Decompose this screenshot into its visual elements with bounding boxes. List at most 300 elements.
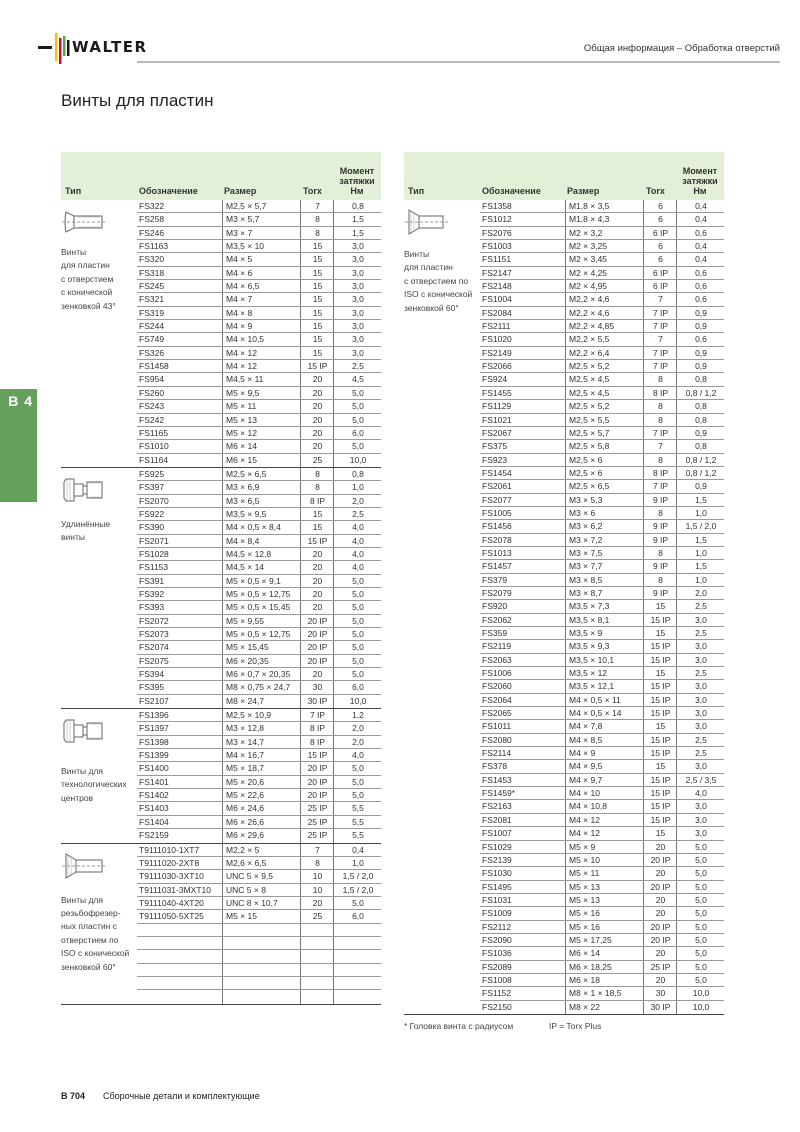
size-cell: M6 × 15 bbox=[222, 454, 257, 467]
table-row bbox=[480, 934, 724, 947]
moment-cell: 2,5 bbox=[676, 747, 725, 759]
torx-cell: 20 IP bbox=[300, 762, 334, 774]
moment-cell: 3,0 bbox=[676, 680, 725, 692]
designation-cell: FS749 bbox=[139, 334, 165, 345]
designation-cell: FS1455 bbox=[482, 387, 512, 398]
col-moment-l1: Момент bbox=[682, 166, 718, 176]
torx-cell: 9 IP bbox=[643, 587, 677, 599]
table-row bbox=[480, 520, 724, 533]
torx-cell: 25 bbox=[300, 454, 334, 467]
torx-cell: 8 bbox=[300, 213, 334, 225]
moment-cell: 0,8 / 1,2 bbox=[676, 467, 725, 479]
table-row bbox=[480, 507, 724, 520]
table-row bbox=[480, 720, 724, 733]
size-cell: M3 × 6,2 bbox=[565, 520, 602, 532]
torx-cell bbox=[300, 937, 334, 949]
type-label bbox=[404, 248, 476, 315]
moment-cell: 2,5 bbox=[333, 508, 382, 520]
table-row bbox=[480, 907, 724, 920]
col-designation: Обозначение bbox=[482, 186, 541, 196]
type-label-line: Удлинённые bbox=[61, 518, 111, 529]
table-row bbox=[137, 870, 381, 883]
size-cell: M5 × 16 bbox=[565, 907, 600, 919]
table-row bbox=[137, 897, 381, 910]
size-cell: M4 × 12 bbox=[565, 827, 600, 839]
torx-cell: 15 IP bbox=[643, 614, 677, 626]
size-cell: M5 × 12 bbox=[222, 427, 257, 439]
size-cell: M6 × 24,6 bbox=[222, 802, 264, 814]
type-label-line: винты bbox=[61, 532, 85, 543]
torx-cell: 8 IP bbox=[300, 495, 334, 507]
moment-cell: 0,8 bbox=[676, 373, 725, 385]
size-cell: M5 × 11 bbox=[222, 400, 256, 412]
table-row bbox=[480, 240, 724, 253]
table-row bbox=[137, 655, 381, 668]
size-cell: M5 × 22,6 bbox=[222, 789, 264, 801]
designation-cell: T9111031-3MXT10 bbox=[139, 884, 211, 895]
size-cell: M6 × 26,6 bbox=[222, 816, 264, 828]
size-cell: M2,5 × 5,5 bbox=[565, 414, 609, 426]
designation-cell: FS2159 bbox=[139, 830, 169, 841]
moment-cell: 5,0 bbox=[333, 776, 382, 788]
moment-cell: 5,0 bbox=[676, 854, 725, 866]
torx-cell: 7 IP bbox=[300, 709, 334, 721]
size-cell: M2 × 3,45 bbox=[565, 253, 607, 265]
col-moment-l2: затяжки bbox=[339, 176, 375, 186]
moment-cell: 0,6 bbox=[676, 333, 725, 345]
moment-cell: 0,8 bbox=[676, 440, 725, 452]
table-row bbox=[480, 494, 724, 507]
moment-cell: 5,0 bbox=[333, 440, 382, 452]
torx-cell: 8 bbox=[643, 414, 677, 426]
designation-cell: FS258 bbox=[139, 214, 165, 225]
table-body bbox=[404, 200, 724, 1015]
size-cell: M2,5 × 4,5 bbox=[565, 373, 609, 385]
size-cell: UNC 5 × 9,5 bbox=[222, 870, 273, 882]
designation-cell: FS1399 bbox=[139, 750, 169, 761]
size-cell: M2,2 × 4,6 bbox=[565, 307, 609, 319]
table-row bbox=[480, 387, 724, 400]
designation-cell: FS1006 bbox=[482, 668, 512, 679]
size-cell: M3 × 7,2 bbox=[565, 534, 602, 546]
moment-cell: 1,5 bbox=[676, 560, 725, 572]
torx-cell: 20 bbox=[643, 974, 677, 986]
torx-cell: 20 bbox=[643, 894, 677, 906]
moment-cell: 5,0 bbox=[333, 897, 382, 909]
moment-cell: 3,0 bbox=[676, 814, 725, 826]
size-cell: M5 × 0,5 × 9,1 bbox=[222, 575, 281, 587]
size-cell: M3 × 14,7 bbox=[222, 736, 264, 748]
table-row bbox=[480, 1001, 724, 1014]
designation-cell: FS1165 bbox=[139, 427, 169, 438]
table-row bbox=[480, 947, 724, 960]
torx-cell: 20 bbox=[643, 907, 677, 919]
moment-cell: 0,4 bbox=[333, 844, 382, 856]
type-label-line: Винты для bbox=[61, 894, 103, 905]
size-cell: M2,5 × 10,9 bbox=[222, 709, 271, 721]
moment-cell bbox=[333, 977, 382, 989]
table-row bbox=[480, 267, 724, 280]
table-row bbox=[480, 800, 724, 813]
moment-cell: 5,0 bbox=[333, 641, 382, 653]
torx-cell: 7 IP bbox=[643, 307, 677, 319]
table-row bbox=[480, 467, 724, 480]
table-row bbox=[137, 802, 381, 815]
table-row bbox=[480, 734, 724, 747]
footer-section: Сборочные детали и комплектующие bbox=[103, 1091, 260, 1101]
size-cell: M4 × 16,7 bbox=[222, 749, 264, 761]
designation-cell: FS925 bbox=[139, 468, 165, 479]
torx-cell: 25 IP bbox=[300, 816, 334, 828]
table-row bbox=[480, 480, 724, 493]
size-cell: M3,5 × 7,3 bbox=[565, 600, 609, 612]
size-cell bbox=[222, 964, 226, 976]
size-cell: M3 × 12,8 bbox=[222, 722, 264, 734]
moment-cell: 4,0 bbox=[333, 535, 382, 547]
type-label-line: для пластин bbox=[61, 260, 110, 271]
torx-cell: 9 IP bbox=[643, 494, 677, 506]
designation-cell: FS2074 bbox=[139, 642, 169, 653]
table-row bbox=[137, 535, 381, 548]
designation-cell: FS395 bbox=[139, 682, 165, 693]
table-row bbox=[137, 400, 381, 413]
size-cell: M2,2 × 5 bbox=[222, 844, 259, 856]
size-cell: M2,5 × 5,2 bbox=[565, 400, 609, 412]
col-torx: Torx bbox=[303, 186, 322, 196]
table-row bbox=[480, 427, 724, 440]
table-row bbox=[137, 347, 381, 360]
moment-cell: 5,0 bbox=[333, 575, 382, 587]
moment-cell: 2,0 bbox=[676, 587, 725, 599]
table-row bbox=[137, 293, 381, 306]
type-label-line: резьбофрезер- bbox=[61, 907, 121, 918]
moment-cell: 1,0 bbox=[676, 574, 725, 586]
type-label-line: зенковкой 60° bbox=[61, 961, 116, 972]
footnote-asterisk: * Головка винта с радиусом bbox=[404, 1021, 514, 1031]
table-row bbox=[480, 534, 724, 547]
torx-cell: 15 bbox=[300, 280, 334, 292]
designation-cell: FS245 bbox=[139, 281, 165, 292]
size-cell: M5 × 13 bbox=[565, 881, 600, 893]
type-label-line: зенковкой 60° bbox=[404, 302, 459, 313]
torx-cell: 8 bbox=[643, 547, 677, 559]
size-cell: M4 × 9 bbox=[222, 320, 252, 332]
table-row bbox=[137, 964, 381, 977]
size-cell: M4 × 12 bbox=[565, 814, 600, 826]
table-row bbox=[480, 760, 724, 773]
torx-cell: 20 IP bbox=[643, 854, 677, 866]
moment-cell: 4,0 bbox=[676, 787, 725, 799]
size-cell: M4 × 5 bbox=[222, 253, 252, 265]
table-body bbox=[61, 200, 381, 1005]
designation-cell: FS1031 bbox=[482, 894, 512, 905]
designation-cell: FS2163 bbox=[482, 801, 512, 812]
torx-cell: 20 IP bbox=[643, 934, 677, 946]
size-cell: M2,2 × 6,4 bbox=[565, 347, 609, 359]
type-cell bbox=[61, 200, 133, 313]
torx-cell: 20 bbox=[300, 373, 334, 385]
torx-cell: 7 bbox=[643, 333, 677, 345]
torx-cell: 6 bbox=[643, 240, 677, 252]
size-cell: M3 × 6,9 bbox=[222, 481, 259, 493]
col-size: Размер bbox=[567, 186, 600, 196]
countersunk-screw-60-icon bbox=[405, 208, 449, 236]
table-row bbox=[137, 789, 381, 802]
table-row bbox=[137, 722, 381, 735]
table-row bbox=[137, 333, 381, 346]
table-row bbox=[137, 253, 381, 266]
size-cell: M4 × 9 bbox=[565, 747, 595, 759]
size-cell: M3 × 8,5 bbox=[565, 574, 602, 586]
moment-cell: 5,0 bbox=[333, 615, 382, 627]
table-row bbox=[480, 454, 724, 467]
size-cell bbox=[222, 924, 226, 936]
size-cell: M5 × 0,5 × 12,75 bbox=[222, 588, 290, 600]
torx-cell: 20 IP bbox=[300, 641, 334, 653]
size-cell: M3,5 × 10,1 bbox=[565, 654, 614, 666]
moment-cell: 2,0 bbox=[333, 722, 382, 734]
table-row bbox=[137, 575, 381, 588]
designation-cell: T9111030-3XT10 bbox=[139, 871, 204, 882]
torx-cell: 15 bbox=[300, 267, 334, 279]
table-row bbox=[137, 977, 381, 990]
moment-cell: 0,9 bbox=[676, 307, 725, 319]
moment-cell: 5,0 bbox=[676, 907, 725, 919]
torx-cell: 8 bbox=[643, 507, 677, 519]
designation-cell: FS1129 bbox=[482, 401, 512, 412]
moment-cell: 10,0 bbox=[676, 987, 725, 999]
designation-cell: FS392 bbox=[139, 588, 165, 599]
table-row bbox=[137, 427, 381, 440]
table-row bbox=[480, 600, 724, 613]
torx-cell: 15 IP bbox=[643, 774, 677, 786]
table-row bbox=[137, 695, 381, 708]
designation-cell: FS320 bbox=[139, 254, 165, 265]
moment-cell: 3,0 bbox=[333, 267, 382, 279]
size-cell: M4 × 12 bbox=[222, 360, 257, 372]
type-label bbox=[61, 765, 133, 805]
moment-cell: 3,0 bbox=[676, 720, 725, 732]
moment-cell: 5,0 bbox=[676, 867, 725, 879]
torx-cell: 20 IP bbox=[300, 628, 334, 640]
size-cell: M2,5 × 6 bbox=[565, 454, 602, 466]
torx-cell bbox=[300, 950, 334, 962]
size-cell: M2 × 3,2 bbox=[565, 227, 602, 239]
size-cell: M4 × 0,5 × 8,4 bbox=[222, 521, 281, 533]
torx-cell: 20 IP bbox=[300, 776, 334, 788]
table-row bbox=[137, 454, 381, 467]
torx-cell: 8 bbox=[300, 857, 334, 869]
torx-cell: 9 IP bbox=[643, 520, 677, 532]
designation-cell: FS2075 bbox=[139, 655, 169, 666]
chapter-tab[interactable] bbox=[0, 389, 37, 502]
moment-cell: 0,4 bbox=[676, 200, 725, 212]
designation-cell: FS2078 bbox=[482, 534, 512, 545]
size-cell: M4 × 8,4 bbox=[222, 535, 259, 547]
torx-cell: 15 IP bbox=[643, 654, 677, 666]
col-moment-l2: затяжки bbox=[682, 176, 718, 186]
table-row bbox=[480, 827, 724, 840]
moment-cell: 3,0 bbox=[333, 293, 382, 305]
size-cell: M4 × 8,5 bbox=[565, 734, 602, 746]
designation-cell: FS321 bbox=[139, 294, 165, 305]
designation-cell: FS1003 bbox=[482, 241, 512, 252]
designation-cell: T9111020-2XT8 bbox=[139, 857, 200, 868]
designation-cell: FS2148 bbox=[482, 281, 512, 292]
size-cell: M5 × 13 bbox=[565, 894, 600, 906]
torx-cell: 25 IP bbox=[300, 802, 334, 814]
torx-cell: 7 IP bbox=[643, 347, 677, 359]
type-label-line: зенковкой 43° bbox=[61, 300, 116, 311]
torx-cell: 20 bbox=[300, 575, 334, 587]
designation-cell: FS394 bbox=[139, 669, 165, 680]
moment-cell: 0,8 bbox=[333, 468, 382, 480]
designation-cell: FS390 bbox=[139, 522, 165, 533]
table-row bbox=[137, 373, 381, 386]
table-row bbox=[480, 961, 724, 974]
designation-cell: FS1163 bbox=[139, 241, 169, 252]
table-row bbox=[137, 829, 381, 842]
size-cell: M4 × 10 bbox=[565, 787, 600, 799]
table-row bbox=[480, 574, 724, 587]
moment-cell: 5,0 bbox=[676, 947, 725, 959]
size-cell: M6 × 14 bbox=[222, 440, 257, 452]
designation-cell: FS1400 bbox=[139, 763, 169, 774]
designation-cell: FS244 bbox=[139, 321, 165, 332]
table-row bbox=[137, 588, 381, 601]
table-row bbox=[137, 508, 381, 521]
designation-cell: FS954 bbox=[139, 374, 165, 385]
torx-cell: 6 bbox=[643, 253, 677, 265]
table-row bbox=[137, 749, 381, 762]
size-cell: M3,5 × 9,3 bbox=[565, 640, 609, 652]
moment-cell: 2,0 bbox=[333, 495, 382, 507]
designation-cell: FS2107 bbox=[139, 695, 169, 706]
moment-cell: 2,5 bbox=[676, 627, 725, 639]
moment-cell: 0,6 bbox=[676, 227, 725, 239]
size-cell: M4,5 × 14 bbox=[222, 561, 264, 573]
table-row bbox=[137, 267, 381, 280]
col-moment-l3: Нм bbox=[693, 186, 707, 196]
table-row bbox=[480, 400, 724, 413]
size-cell: M2,5 × 5,7 bbox=[565, 427, 609, 439]
moment-cell: 4,0 bbox=[333, 521, 382, 533]
size-cell: M5 × 13 bbox=[222, 414, 257, 426]
table-row bbox=[480, 694, 724, 707]
size-cell: M5 × 9 bbox=[565, 841, 595, 853]
designation-cell: FS2067 bbox=[482, 427, 512, 438]
torx-cell: 7 bbox=[300, 200, 334, 212]
moment-cell: 0,4 bbox=[676, 240, 725, 252]
torx-cell: 20 bbox=[300, 561, 334, 573]
torx-cell: 6 IP bbox=[643, 227, 677, 239]
designation-cell: T9111010-1XT7 bbox=[139, 844, 200, 855]
moment-cell: 1,5 bbox=[333, 227, 382, 239]
type-label-line: отверстием по bbox=[61, 934, 119, 945]
torx-cell: 30 bbox=[643, 987, 677, 999]
table-row bbox=[137, 280, 381, 293]
table-row bbox=[137, 213, 381, 226]
designation-cell: FS1012 bbox=[482, 214, 512, 225]
size-cell: M5 × 20,6 bbox=[222, 776, 264, 788]
size-cell: M3 × 7,7 bbox=[565, 560, 602, 572]
table-row bbox=[480, 894, 724, 907]
size-cell: M5 × 15,45 bbox=[222, 641, 269, 653]
table-row bbox=[137, 736, 381, 749]
torx-cell: 20 IP bbox=[643, 881, 677, 893]
table-row bbox=[480, 440, 724, 453]
size-cell: M2,5 × 5,8 bbox=[565, 440, 609, 452]
size-cell: M5 × 9,5 bbox=[222, 387, 259, 399]
moment-cell: 0,9 bbox=[676, 347, 725, 359]
size-cell: M5 × 0,5 × 15,45 bbox=[222, 601, 290, 613]
table-row bbox=[480, 654, 724, 667]
table-row bbox=[137, 844, 381, 857]
designation-cell: FS2089 bbox=[482, 961, 512, 972]
size-cell: M3 × 7,5 bbox=[565, 547, 602, 559]
moment-cell: 5,0 bbox=[676, 841, 725, 853]
moment-cell: 4,0 bbox=[333, 749, 382, 761]
col-size: Размер bbox=[224, 186, 257, 196]
moment-cell: 6,0 bbox=[333, 427, 382, 439]
designation-cell: FS243 bbox=[139, 401, 165, 412]
table-row bbox=[137, 857, 381, 870]
size-cell: M5 × 10 bbox=[565, 854, 600, 866]
torx-cell: 8 bbox=[643, 454, 677, 466]
table-row bbox=[137, 481, 381, 494]
moment-cell: 0,9 bbox=[676, 320, 725, 332]
walter-logo bbox=[38, 30, 198, 64]
moment-cell: 5,0 bbox=[676, 894, 725, 906]
designation-cell: FS1453 bbox=[482, 774, 512, 785]
moment-cell: 1,0 bbox=[333, 857, 382, 869]
size-cell: M4 × 6,5 bbox=[222, 280, 259, 292]
moment-cell: 0,6 bbox=[676, 280, 725, 292]
designation-cell: FS1020 bbox=[482, 334, 512, 345]
moment-cell: 1,2 bbox=[333, 709, 382, 721]
designation-cell: FS2061 bbox=[482, 481, 512, 492]
moment-cell: 0,8 bbox=[676, 414, 725, 426]
designation-cell: T9111050-5XT25 bbox=[139, 911, 204, 922]
designation-cell: FS2063 bbox=[482, 654, 512, 665]
table-row bbox=[480, 280, 724, 293]
designation-cell: FS1402 bbox=[139, 790, 169, 801]
moment-cell: 2,5 bbox=[676, 667, 725, 679]
torx-cell: 8 bbox=[300, 468, 334, 480]
table-row bbox=[137, 910, 381, 923]
moment-cell: 5,5 bbox=[333, 829, 382, 842]
moment-cell: 5,0 bbox=[333, 628, 382, 640]
designation-cell: FS2077 bbox=[482, 494, 512, 505]
torx-cell: 25 IP bbox=[300, 829, 334, 842]
designation-cell: FS359 bbox=[482, 628, 508, 638]
size-cell: M4 × 0,5 × 11 bbox=[565, 694, 621, 706]
table-row bbox=[480, 640, 724, 653]
table-row bbox=[480, 373, 724, 386]
moment-cell: 3,0 bbox=[676, 707, 725, 719]
thread-milling-screw-icon bbox=[62, 852, 106, 880]
moment-cell: 5,0 bbox=[676, 881, 725, 893]
table-row bbox=[137, 990, 381, 1003]
footnote-ip: IP = Torx Plus bbox=[549, 1021, 602, 1031]
designation-cell: FS1007 bbox=[482, 828, 512, 839]
torx-cell: 20 bbox=[643, 867, 677, 879]
designation-cell: FS2139 bbox=[482, 854, 512, 865]
designation-cell: FS1036 bbox=[482, 948, 512, 959]
moment-cell: 4,0 bbox=[333, 548, 382, 560]
moment-cell: 1,5 bbox=[676, 494, 725, 506]
size-cell: M2,5 × 5,7 bbox=[222, 200, 266, 212]
